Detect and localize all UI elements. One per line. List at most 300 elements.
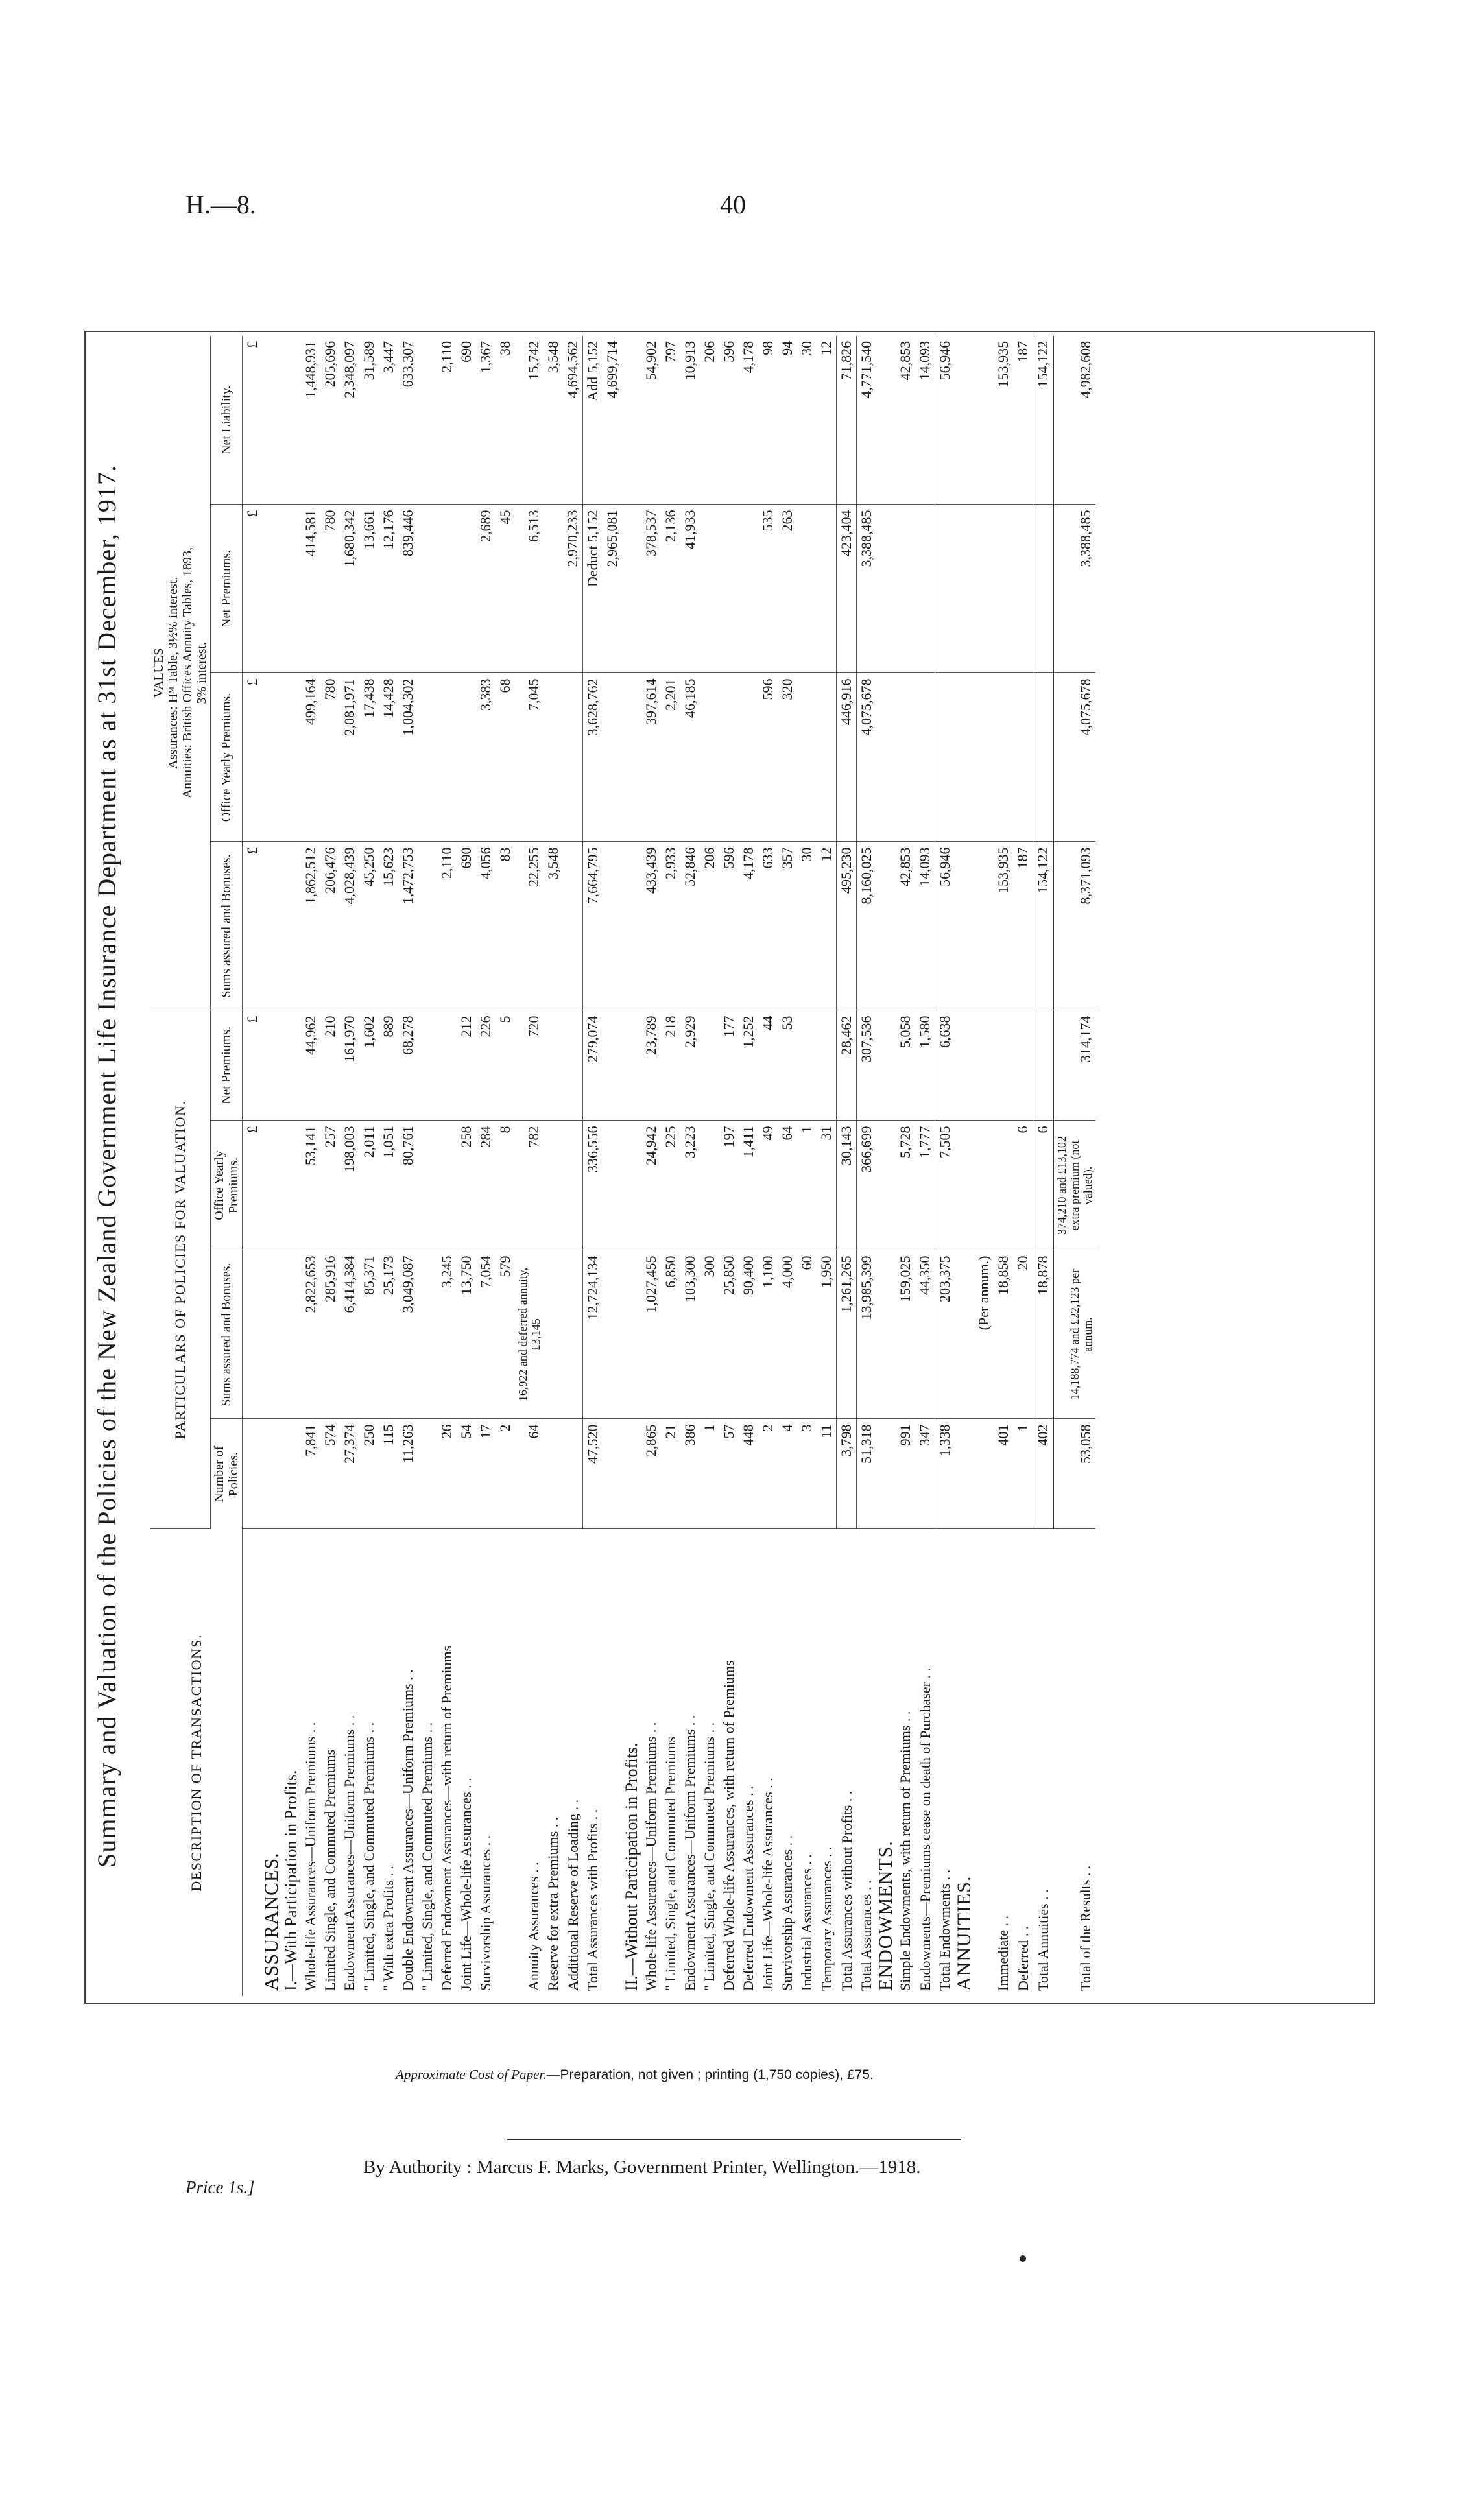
cell-5: 30 [797,842,817,1010]
cell-3: 336,556 [583,1121,603,1250]
currency-row [243,336,263,1996]
cell-1: 386 [680,1419,700,1529]
cell-1: 401 [994,1419,1013,1529]
table-row [935,336,955,1996]
cell-6 [563,673,583,842]
table-row [496,336,515,1996]
cell-8 [262,336,281,505]
cell-3: 782 [515,1121,544,1250]
cell-7 [437,505,457,673]
cell-8: 94 [778,336,797,505]
currency-cell: £ [243,1121,263,1250]
table-row [778,336,797,1996]
table-row [817,336,837,1996]
cell-3 [262,1121,281,1250]
page-header-left: H.—8. [185,190,256,219]
table-row [359,336,379,1996]
cell-3: 374,210 and £13,102 extra premium (not valued). [1053,1121,1095,1250]
cell-2: 6,414,384 [340,1250,359,1419]
cell-8: 596 [719,336,739,505]
cell-2: 1,950 [817,1250,837,1419]
cell-8 [876,336,896,505]
cell-8: 14,093 [915,336,935,505]
cell-1 [603,1419,622,1529]
col-header-6: Office Yearly Premiums. [211,673,243,842]
row-description: Temporary Assurances . . [818,1846,835,1991]
cell-2: 203,375 [935,1250,955,1419]
cell-5: 2,110 [437,842,457,1010]
row-description [496,1529,515,1996]
cell-8: 797 [661,336,680,505]
table-row [758,336,778,1996]
cell-7 [622,505,641,673]
cell-7: 3,388,485 [857,505,877,673]
cell-6 [935,673,955,842]
cell-3: 80,761 [398,1121,418,1250]
cell-4 [797,1010,817,1121]
table-row [622,336,641,1996]
row-description: Survivorship Assurances . . [779,1835,795,1991]
cell-5 [622,842,641,1010]
cell-3: 24,942 [641,1121,661,1250]
rotated-summary-table-frame [84,331,1375,2004]
cell-5 [418,842,437,1010]
cell-3: 258 [457,1121,476,1250]
row-description: " Limited, Single, and Commuted Premiums . . [419,1722,435,1991]
col-header-1: Number of Policies. [211,1419,243,1529]
cell-4: 889 [379,1010,398,1121]
cell-1: 115 [379,1419,398,1529]
cell-7: 6,513 [515,505,544,673]
currency-cell: £ [243,505,263,673]
ink-dot [1020,2255,1026,2262]
cell-8 [974,336,994,505]
cell-1: 64 [515,1419,544,1529]
cell-2: 3,049,087 [398,1250,418,1419]
cell-2: 13,985,399 [857,1250,877,1419]
cell-3: 6 [1033,1121,1054,1250]
cell-3: 284 [476,1121,496,1250]
cell-2: 13,750 [457,1250,476,1419]
table-row [680,336,700,1996]
cell-8: 690 [457,336,476,505]
cell-4 [281,1010,301,1121]
price-note: Price 1s.] [185,2178,255,2197]
cell-1: 53,058 [1053,1419,1095,1529]
cell-4: 5,058 [896,1010,915,1121]
cell-5: 8,371,093 [1053,842,1095,1010]
cell-5: 433,439 [641,842,661,1010]
values-basis-2: Annuities: British Offices Annuity Tables, 1893, [180,547,195,799]
cell-7 [418,505,437,673]
cell-1: 54 [457,1419,476,1529]
cell-2: 44,350 [915,1250,935,1419]
cell-3 [544,1121,563,1250]
cell-6 [700,673,719,842]
cell-7 [1013,505,1033,673]
cell-2: 103,300 [680,1250,700,1419]
cell-7 [1033,505,1054,673]
cell-4: 177 [719,1010,739,1121]
cell-3: 30,143 [837,1121,857,1250]
cell-6: 17,438 [359,673,379,842]
cell-6: 3,628,762 [583,673,603,842]
cell-8: 2,110 [437,336,457,505]
cell-1 [281,1419,301,1529]
cell-8: 4,694,562 [563,336,583,505]
cell-3: 198,003 [340,1121,359,1250]
cell-2 [418,1250,437,1419]
cell-2 [281,1250,301,1419]
cell-4 [544,1010,563,1121]
cell-1: 57 [719,1419,739,1529]
cell-5: 22,255 [515,842,544,1010]
table-row [1013,336,1033,1996]
cell-4: 1,252 [739,1010,758,1121]
cell-6 [955,673,974,842]
cell-6: 4,075,678 [1053,673,1095,842]
cell-3: 8 [496,1121,515,1250]
cell-3: 1,411 [739,1121,758,1250]
cell-7: 3,388,485 [1053,505,1095,673]
cell-7: 414,581 [301,505,320,673]
cell-1: 1 [1013,1419,1033,1529]
row-description: Deferred Endowment Assurances . . [740,1785,756,1991]
cell-2: 1,100 [758,1250,778,1419]
cell-5: 3,548 [544,842,563,1010]
table-row [476,336,496,1996]
row-description: ENDOWMENTS. [875,1840,896,1991]
footer-rule [507,2139,961,2140]
cell-5 [974,842,994,1010]
cell-1: 4 [778,1419,797,1529]
cell-7 [457,505,476,673]
cell-4: 2,929 [680,1010,700,1121]
table-row [739,336,758,1996]
cell-5: 2,933 [661,842,680,1010]
row-description: Deferred Endowment Assurances—with return of Premiums [438,1645,455,1991]
cell-7 [955,505,974,673]
cell-4: 28,462 [837,1010,857,1121]
cell-1 [876,1419,896,1529]
table-row [719,336,739,1996]
cell-7: 2,970,233 [563,505,583,673]
cell-3: 257 [320,1121,340,1250]
cell-5: 12 [817,842,837,1010]
col-header-5: Sums assured and Bonuses. [211,842,243,1010]
row-description: Total Annuities . . [1035,1889,1051,1991]
cell-4 [700,1010,719,1121]
cell-6: 46,185 [680,673,700,842]
row-description: Joint Life—Whole-life Assurances . . [458,1777,474,1991]
cell-1 [262,1419,281,1529]
row-description: Annuity Assurances . . [525,1862,542,1991]
row-description: Limited Single, and Commuted Premiums [322,1749,338,1991]
cell-6: 446,916 [837,673,857,842]
cell-5: 4,056 [476,842,496,1010]
cell-4: 1,580 [915,1010,935,1121]
cell-6 [719,673,739,842]
table-row [857,336,877,1996]
cell-5 [281,842,301,1010]
table-row [437,336,457,1996]
table-row [974,336,994,1996]
cell-8 [418,336,437,505]
table-row [955,336,974,1996]
cell-7 [896,505,915,673]
cell-8: 15,742 [515,336,544,505]
cell-1: 1 [700,1419,719,1529]
row-description: Total Assurances with Profits . . [584,1809,601,1991]
row-description: Joint Life—Whole-life Assurances . . [759,1777,776,1991]
table-row [641,336,661,1996]
cell-2: 1,261,265 [837,1250,857,1419]
cell-2: 2,822,653 [301,1250,320,1419]
row-description: Double Endowment Assurances—Uniform Premiums . . [400,1669,416,1991]
cell-6 [876,673,896,842]
values-label: VALUES [152,648,166,698]
currency-cell [243,1250,263,1419]
cell-7 [281,505,301,673]
cell-6 [739,673,758,842]
cell-3 [418,1121,437,1250]
cell-6: 2,201 [661,673,680,842]
cell-8: 2,348,097 [340,336,359,505]
cell-7: 535 [758,505,778,673]
cell-6: 596 [758,673,778,842]
cell-4: 226 [476,1010,496,1121]
values-basis-1: Assurances: Hᴹ Table, 3½% interest. [166,577,180,769]
cell-4 [955,1010,974,1121]
cell-2: 7,054 [476,1250,496,1419]
cell-5: 1,862,512 [301,842,320,1010]
cell-3: 3,223 [680,1121,700,1250]
footer-cost-note [396,2067,874,2083]
row-description: Reserve for extra Premiums . . [545,1816,561,1991]
cell-6: 7,045 [515,673,544,842]
printer-authority: By Authority : Marcus F. Marks, Government Printer, Wellington.—1918. [363,2157,921,2178]
col-header-4: Net Premiums. [211,1010,243,1121]
cell-2 [563,1250,583,1419]
cell-1: 3 [797,1419,817,1529]
cell-4: 6,638 [935,1010,955,1121]
row-description: Additional Reserve of Loading . . [564,1799,581,1991]
table-row [262,336,281,1996]
cell-1: 11 [817,1419,837,1529]
table-row [301,336,320,1996]
cell-5: 154,122 [1033,842,1054,1010]
cell-1: 991 [896,1419,915,1529]
cell-6: 3,383 [476,673,496,842]
cell-2 [262,1250,281,1419]
cell-1: 402 [1033,1419,1054,1529]
cell-3: 49 [758,1121,778,1250]
cell-6 [1033,673,1054,842]
cell-2: 159,025 [896,1250,915,1419]
row-description: Endowment Assurances—Uniform Premiums . . [341,1715,357,1991]
cell-1: 2,865 [641,1419,661,1529]
table-row [603,336,622,1996]
cell-6: 499,164 [301,673,320,842]
cell-4 [418,1010,437,1121]
cell-8: 3,548 [544,336,563,505]
cell-6 [622,673,641,842]
table-row [994,336,1013,1996]
cell-4: 23,789 [641,1010,661,1121]
row-description: " Limited, Single, and Commuted Premiums [662,1736,678,1991]
table-row [563,336,583,1996]
cell-3: 64 [778,1121,797,1250]
row-description: " With extra Profits . . [380,1866,396,1991]
cell-4 [876,1010,896,1121]
table-row [418,336,437,1996]
cell-8: 54,902 [641,336,661,505]
cell-4: 161,970 [340,1010,359,1121]
cell-2 [876,1250,896,1419]
cell-5: 206 [700,842,719,1010]
cell-7 [974,505,994,673]
cell-6: 14,428 [379,673,398,842]
cell-3: 53,141 [301,1121,320,1250]
cost-text: —Preparation, not given ; printing (1,750 copies), £75. [546,2067,874,2082]
row-description: Total Assurances . . [858,1879,874,1991]
col-group-values [150,336,211,1010]
cell-2: 16,922 and deferred annuity, £3,145 [515,1250,544,1419]
cell-3: 225 [661,1121,680,1250]
cell-4: 314,174 [1053,1010,1095,1121]
cell-4 [622,1010,641,1121]
row-description: I.—With Participation in Profits. [281,1770,300,1991]
cell-7 [915,505,935,673]
table-row [896,336,915,1996]
cell-1: 21 [661,1419,680,1529]
cell-4 [262,1010,281,1121]
cell-5 [876,842,896,1010]
currency-cell: £ [243,1010,263,1121]
cell-1 [955,1419,974,1529]
cell-1: 448 [739,1419,758,1529]
cell-8: 10,913 [680,336,700,505]
cell-7: 2,965,081 [603,505,622,673]
cell-2: 25,173 [379,1250,398,1419]
row-description: Immediate . . [995,1915,1011,1991]
cell-7 [935,505,955,673]
cell-3 [563,1121,583,1250]
row-description: ASSURANCES. [261,1852,282,1991]
cell-2 [622,1250,641,1419]
cell-7 [700,505,719,673]
cell-7: 13,661 [359,505,379,673]
cell-8: 206 [700,336,719,505]
cell-8: 31,589 [359,336,379,505]
cell-5: 4,028,439 [340,842,359,1010]
cell-8: 71,826 [837,336,857,505]
cell-6 [437,673,457,842]
cell-6 [915,673,935,842]
cell-3: 1,051 [379,1121,398,1250]
cell-5: 690 [457,842,476,1010]
cell-1: 2 [758,1419,778,1529]
cell-6 [994,673,1013,842]
cell-5: 52,846 [680,842,700,1010]
cell-1 [418,1419,437,1529]
cell-3 [281,1121,301,1250]
col-header-8: Net Liability. [211,336,243,505]
cell-6 [817,673,837,842]
cell-4 [817,1010,837,1121]
cell-2: 25,850 [719,1250,739,1419]
table-row [340,336,359,1996]
cell-8 [955,336,974,505]
cell-7: 423,404 [837,505,857,673]
table-row [1033,336,1054,1996]
cell-7: 780 [320,505,340,673]
cell-2: 4,000 [778,1250,797,1419]
cell-5: 206,476 [320,842,340,1010]
table-row [797,336,817,1996]
cell-3: 2,011 [359,1121,379,1250]
row-description: Deferred Whole-life Assurances, with return of Premiums [721,1660,737,1991]
table-title: Summary and Valuation of the Policies of the New Zealand Government Life Insurance Department as at 31st December, 1917. [92,464,121,1868]
cell-5: 8,160,025 [857,842,877,1010]
cell-8: 205,696 [320,336,340,505]
row-description: " Limited, Single, and Commuted Premiums . . [701,1722,717,1991]
page-number: 40 [720,190,746,219]
cell-4: 212 [457,1010,476,1121]
cell-7 [817,505,837,673]
cell-7 [719,505,739,673]
table-row [700,336,719,1996]
cell-4 [974,1010,994,1121]
cell-6 [1013,673,1033,842]
cell-1: 347 [915,1419,935,1529]
row-description: Whole-life Assurances—Uniform Premiums . . [302,1722,318,1991]
cell-1 [974,1419,994,1529]
table-row [876,336,896,1996]
cell-8: 30 [797,336,817,505]
row-description [974,1529,994,1996]
cell-1: 51,318 [857,1419,877,1529]
table-row [457,336,476,1996]
cell-2: 14,188,774 and £22,123 per annum. [1053,1250,1095,1419]
table-row [379,336,398,1996]
table-row [398,336,418,1996]
cell-5: 45,250 [359,842,379,1010]
cell-2: 12,724,134 [583,1250,603,1419]
cell-6 [797,673,817,842]
cell-2 [955,1250,974,1419]
cell-5 [955,842,974,1010]
currency-cell: £ [243,673,263,842]
cell-5 [563,842,583,1010]
cell-2: (Per annum.) [974,1250,994,1419]
cell-3: 1,777 [915,1121,935,1250]
cell-2: 3,245 [437,1250,457,1419]
col-header-2: Sums assured and Bonuses. [211,1250,243,1419]
cell-7: 1,680,342 [340,505,359,673]
row-description: Survivorship Assurances . . [477,1835,494,1991]
cell-5: 83 [496,842,515,1010]
cell-3: 366,699 [857,1121,877,1250]
cell-1: 17 [476,1419,496,1529]
cell-8: 1,367 [476,336,496,505]
cell-1 [622,1419,641,1529]
cell-8: 38 [496,336,515,505]
row-description: " Limited, Single, and Commuted Premiums . . [361,1722,377,1991]
cell-8 [281,336,301,505]
cell-1: 574 [320,1419,340,1529]
cell-8: 3,447 [379,336,398,505]
